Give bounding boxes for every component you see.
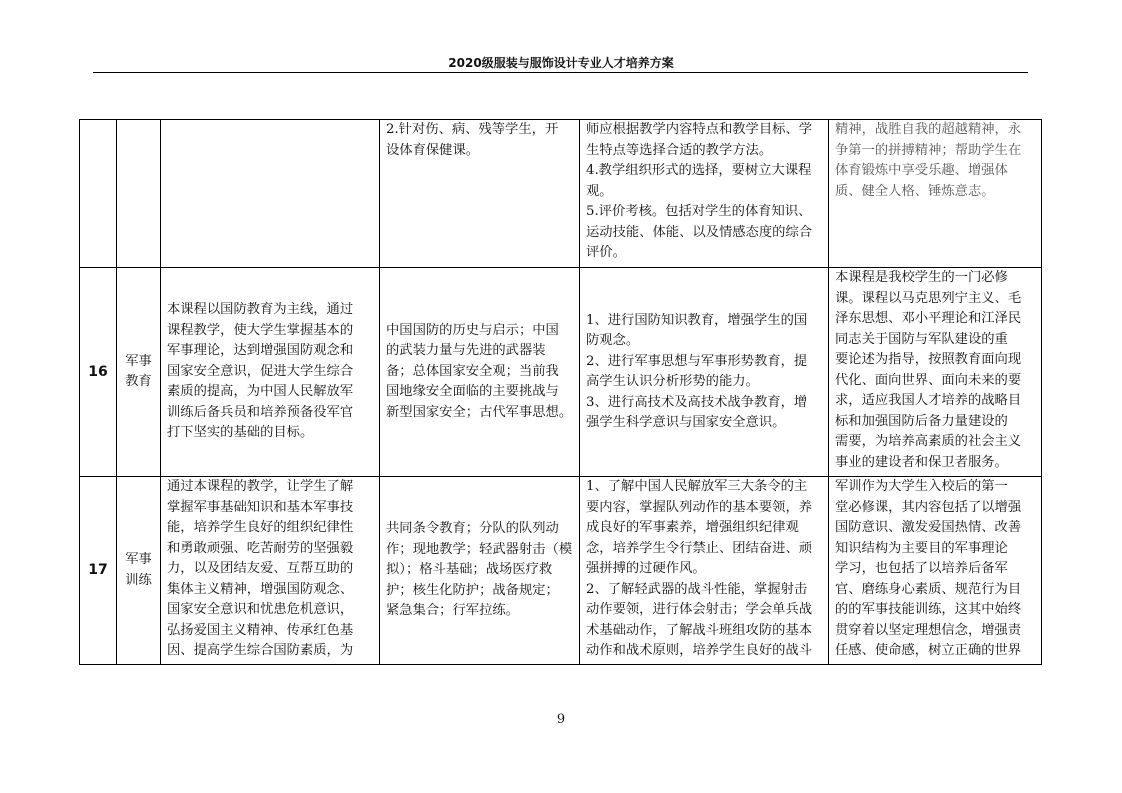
cell-text-line: 成良好的军事素养，增强组织纪律观: [586, 520, 799, 535]
cell-text-line: 要论述为指导，按照教育面向现: [835, 352, 1022, 367]
cell-text-line: 知识结构为主要目的军事理论: [835, 540, 1008, 556]
cell-text-line: 中国国防的历史与启示；中国: [386, 322, 559, 338]
cell-text-line: 军训作为大学生入校后的第一: [835, 479, 1008, 494]
cell-text-line: 4.教学组织形式的选择，要树立大课程: [586, 163, 812, 178]
cell-text-line: 强拼搏的过硬作风。: [586, 561, 706, 576]
curriculum-table: [79, 119, 1042, 665]
cell-text-line: 生特点等选择合适的教学方法。: [586, 142, 773, 158]
cell-text-line: 力，以及团结友爱、互帮互助的: [167, 561, 354, 576]
cell-text-line: 防观念。: [586, 333, 640, 348]
course-number-cell: [80, 120, 117, 268]
page-number: 9: [556, 712, 566, 727]
cell-text-line: 课程教学，使大学生掌握基本的: [167, 322, 354, 338]
cell-text-line: 素质的提高，为中国人民解放军: [167, 384, 354, 400]
cell-text-line: 观。: [586, 183, 613, 199]
cell-text-line: 需要，为培养高素质的社会主义: [835, 434, 1022, 449]
cell-text-line: 官、磨练身心素质、规范行为目: [835, 581, 1022, 597]
cell-text-line: 设体育保健课。: [386, 142, 480, 158]
cell-text-line: 和勇敢顽强、吃苦耐劳的坚强毅: [167, 540, 354, 556]
course-objective-cell: [161, 477, 380, 665]
cell-text-line: 5.评价考核。包括对学生的体育知识、: [586, 204, 812, 219]
cell-text-line: 争第一的拼搏精神；帮助学生在: [835, 142, 1022, 158]
course-content-cell: [380, 120, 580, 268]
cell-text-line: 国家安全意识和忧患危机意识，: [167, 602, 354, 617]
course-name-cell: [117, 477, 161, 665]
cell-text-line: 质、健全人格、锤炼意志。: [835, 183, 995, 199]
cell-text-line: 2、进行军事思想与军事形势教育，提: [586, 353, 808, 369]
cell-text-line: 拟）；格斗基础；战场医疗救: [386, 562, 553, 578]
cell-text-line: 通过本课程的教学，让学生了解: [167, 479, 354, 494]
cell-text-line: 作；现地教学；轻武器射击（模: [386, 541, 573, 557]
cell-text-line: 备；总体国家安全观；当前我: [386, 363, 559, 379]
cell-text-line: 强学生科学意识与国家安全意识。: [586, 415, 786, 430]
cell-text-line: 共同条令教育；分队的队列动: [386, 521, 559, 537]
cell-text-line: 评价。: [586, 245, 626, 260]
cell-text-line: 体育锻炼中享受乐趣、增强体: [835, 163, 1008, 178]
cell-text-line: 要内容，掌握队列动作的基本要领，养: [586, 499, 813, 515]
cell-text-line: 训练后备兵员和培养预备役军官: [167, 404, 354, 420]
cell-text-line: 泽东思想、邓小平理论和江泽民: [835, 311, 1022, 326]
ideology-cell: [829, 268, 1042, 477]
cell-text-line: 因、提高学生综合国防素质，为: [167, 643, 354, 658]
cell-text-line: 打下坚实的基础的目标。: [167, 425, 314, 441]
cell-text-line: 学习，也包括了以培养后备军: [835, 561, 1008, 576]
cell-text-line: 掌握军事基础知识和基本军事技: [167, 499, 354, 515]
course-number-cell: 17: [80, 477, 117, 665]
course-content-cell: [380, 477, 580, 665]
cell-text-line: 1、了解中国人民解放军三大条令的主: [586, 479, 808, 494]
cell-text-line: 国防意识、激发爱国热情、改善: [835, 520, 1022, 535]
cell-text-line: 3、进行高技术及高技术战争教育，增: [586, 394, 808, 410]
cell-text-line: 护；核生化防护；战备规定；: [386, 582, 559, 598]
cell-text-line: 教育: [125, 374, 152, 389]
cell-text-line: 事业的建设者和保卫者服务。: [835, 454, 1008, 470]
cell-text-line: 能，培养学生良好的组织纪律性: [167, 520, 354, 535]
teaching-requirements-cell: [580, 477, 829, 665]
cell-text-line: 术基础动作，了解战斗班组攻防的基本: [586, 622, 813, 638]
cell-text-line: 运动技能、体能、以及情感态度的综合: [586, 224, 813, 240]
cell-text-line: 训练: [125, 572, 152, 588]
cell-text-line: 任感、使命感，树立正确的世界: [835, 643, 1022, 658]
cell-text-line: 紧急集合；行军拉练。: [386, 603, 519, 619]
cell-text-line: 标和加强国防后备力量建设的: [835, 413, 1008, 429]
cell-text-line: 本课程是我校学生的一门必修: [835, 270, 1008, 285]
cell-text-line: 国地缘安全面临的主要挑战与: [386, 384, 559, 400]
cell-text-line: 军事: [125, 353, 152, 369]
cell-text-line: 的的军事技能训练，这其中始终: [835, 602, 1022, 617]
cell-text-line: 国家安全意识，促进大学生综合: [167, 363, 354, 379]
cell-text-line: 堂必修课，其内容包括了以增强: [835, 499, 1022, 515]
cell-text-line: 军事: [125, 552, 152, 567]
cell-text-line: 本课程以国防教育为主线，通过: [167, 302, 354, 318]
cell-text-line: 集体主义精神，增强国防观念、: [167, 581, 354, 597]
cell-text-line: 弘扬爱国主义精神、传承红色基: [167, 622, 354, 638]
course-objective-cell: [161, 268, 380, 477]
table-row: [80, 268, 1042, 477]
document-header-title: 2020级服装与服饰设计专业人才培养方案: [448, 56, 674, 70]
cell-text-line: 动作要领，进行体会射击；学会单兵战: [586, 602, 813, 617]
cell-text-line: 念，培养学生令行禁止、团结奋进、顽: [586, 540, 813, 556]
cell-text-line: 求，适应我国人才培养的战略目: [835, 393, 1022, 408]
cell-text-line: 师应根据教学内容特点和教学目标、学: [586, 122, 813, 137]
cell-text-line: 的武装力量与先进的武器装: [386, 343, 546, 359]
cell-text-line: 2、了解轻武器的战斗性能，掌握射击: [586, 581, 808, 597]
course-name-cell: [117, 120, 161, 268]
header-divider: [93, 72, 1028, 73]
cell-text-line: 2.针对伤、病、残等学生，开: [386, 122, 559, 137]
cell-text-line: 1、进行国防知识教育，增强学生的国: [586, 312, 808, 328]
course-content-cell: [380, 268, 580, 477]
teaching-requirements-cell: [580, 120, 829, 268]
cell-text-line: 高学生认识分析形势的能力。: [586, 374, 759, 389]
ideology-cell: [829, 477, 1042, 665]
course-objective-cell: [161, 120, 380, 268]
cell-text-line: 精神，战胜自我的超越精神，永: [835, 122, 1022, 137]
course-number-cell: 16: [80, 268, 117, 477]
table-row: [80, 120, 1042, 268]
ideology-cell: [829, 120, 1042, 268]
cell-text-line: 代化、面向世界、面向未来的要: [835, 372, 1022, 388]
cell-text-line: 动作和战术原则，培养学生良好的战斗: [586, 643, 813, 658]
cell-text-line: 军事理论，达到增强国防观念和: [167, 343, 354, 359]
cell-text-line: 新型国家安全；古代军事思想。: [386, 404, 573, 420]
table-row: [80, 477, 1042, 665]
cell-text-line: 课。课程以马克思列宁主义、毛: [835, 290, 1022, 306]
cell-text-line: 同志关于国防与军队建设的重: [835, 331, 1008, 347]
cell-text-line: 贯穿着以坚定理想信念，增强责: [835, 622, 1022, 638]
teaching-requirements-cell: [580, 268, 829, 477]
course-name-cell: [117, 268, 161, 477]
